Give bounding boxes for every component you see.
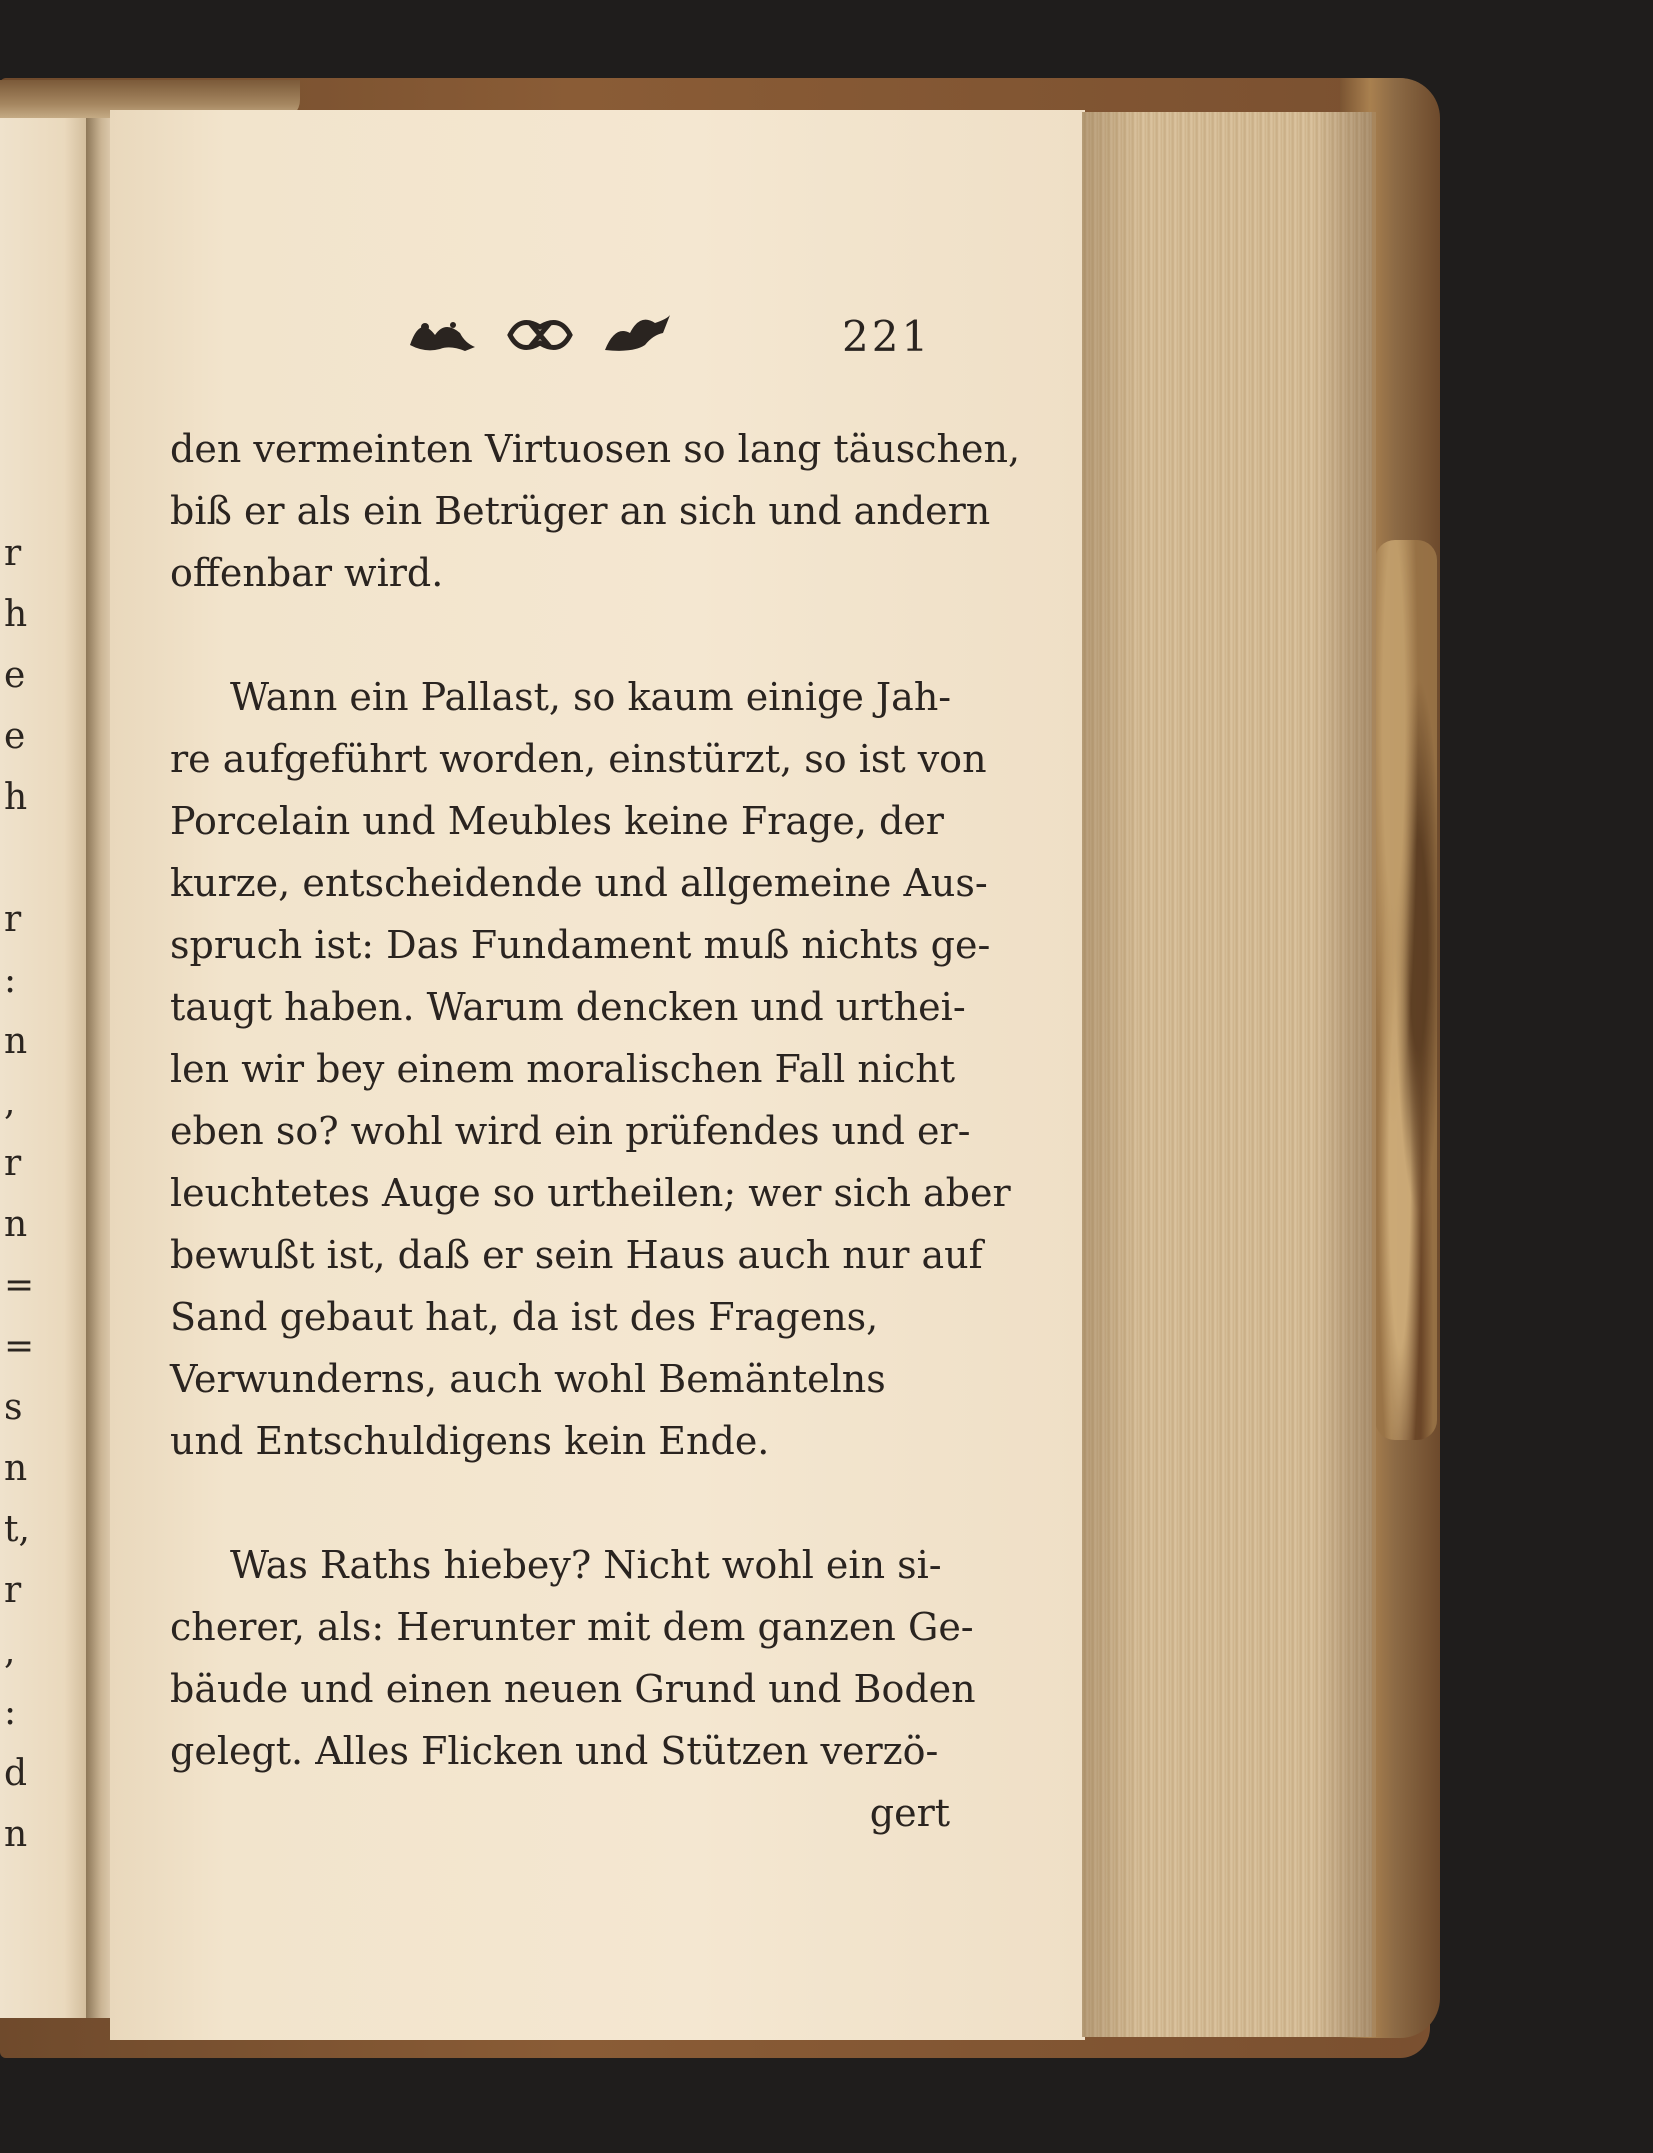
text-line: gelegt. Alles Flicken und Stützen verzö- (170, 1729, 939, 1773)
previous-page-fragment: n (4, 1814, 28, 1855)
previous-page-fragment: d (4, 1753, 28, 1794)
text-line: kurze, entscheidende und allgemeine Aus- (170, 861, 988, 905)
text-line: den vermeinten Virtuosen so lang täuschen, (170, 427, 1021, 471)
catchword: gert (869, 1791, 950, 1835)
previous-page-fragment: t, (4, 1509, 30, 1550)
text-line: leuchtetes Auge so urtheilen; wer sich aber (170, 1171, 1011, 1215)
previous-page-fragment: e (4, 655, 26, 696)
text-line: cherer, als: Herunter mit dem ganzen Ge- (170, 1605, 974, 1649)
fleuron-ornament-icon (405, 305, 675, 365)
previous-page-fragment: r (4, 533, 22, 574)
previous-page-fragment (4, 828, 34, 889)
previous-page-fragment: h (4, 777, 28, 818)
previous-page-fragment: n (4, 1021, 28, 1062)
previous-page-fragment: e (4, 716, 26, 757)
paragraph-3 (170, 1534, 976, 1782)
text-line: Was Raths hiebey? Nicht wohl ein si- (230, 1543, 942, 1587)
page-number: 221 (842, 312, 932, 361)
previous-page-fragment: = (4, 1265, 35, 1306)
previous-page-fragment: : (4, 960, 17, 1001)
previous-page-fragment: r (4, 899, 22, 940)
paragraph-2 (170, 666, 1011, 1472)
text-line: offenbar wird. (170, 551, 444, 595)
page-block-shading (1082, 112, 1372, 2037)
previous-page-fragment: : (4, 1692, 17, 1733)
previous-page-text-fragments (4, 523, 34, 1865)
marbled-cover-pattern (1375, 540, 1437, 1440)
text-line: taugt haben. Warum dencken und urthei- (170, 985, 966, 1029)
text-line: eben so? wohl wird ein prüfendes und er- (170, 1109, 971, 1153)
previous-page-fragment: n (4, 1204, 28, 1245)
text-line: und Entschuldigens kein Ende. (170, 1419, 770, 1463)
previous-page-fragment: n (4, 1448, 28, 1489)
page-body-text (170, 418, 1021, 1844)
previous-page-fragment: = (4, 1326, 35, 1367)
text-line: Wann ein Pallast, so kaum einige Jah- (230, 675, 952, 719)
text-line: spruch ist: Das Fundament muß nichts ge- (170, 923, 991, 967)
previous-page-fragment: r (4, 1570, 22, 1611)
text-line: biß er als ein Betrüger an sich und andern (170, 489, 991, 533)
text-line: len wir bey einem moralischen Fall nicht (170, 1047, 956, 1091)
text-line: bäude und einen neuen Grund und Boden (170, 1667, 976, 1711)
previous-page-fragment: , (4, 1631, 16, 1672)
text-line: Sand gebaut hat, da ist des Fragens, (170, 1295, 879, 1339)
paragraph-1 (170, 418, 1021, 604)
text-line: Porcelain und Meubles keine Frage, der (170, 799, 944, 843)
previous-page-fragment: , (4, 1082, 16, 1123)
previous-page-fragment: s (4, 1387, 23, 1428)
text-line: re aufgeführt worden, einstürzt, so ist von (170, 737, 987, 781)
previous-page-fragment: h (4, 594, 28, 635)
previous-page-fragment: r (4, 1143, 22, 1184)
previous-page-edge (0, 118, 92, 2018)
text-line: bewußt ist, daß er sein Haus auch nur auf (170, 1233, 983, 1277)
text-line: Verwunderns, auch wohl Bemäntelns (170, 1357, 886, 1401)
